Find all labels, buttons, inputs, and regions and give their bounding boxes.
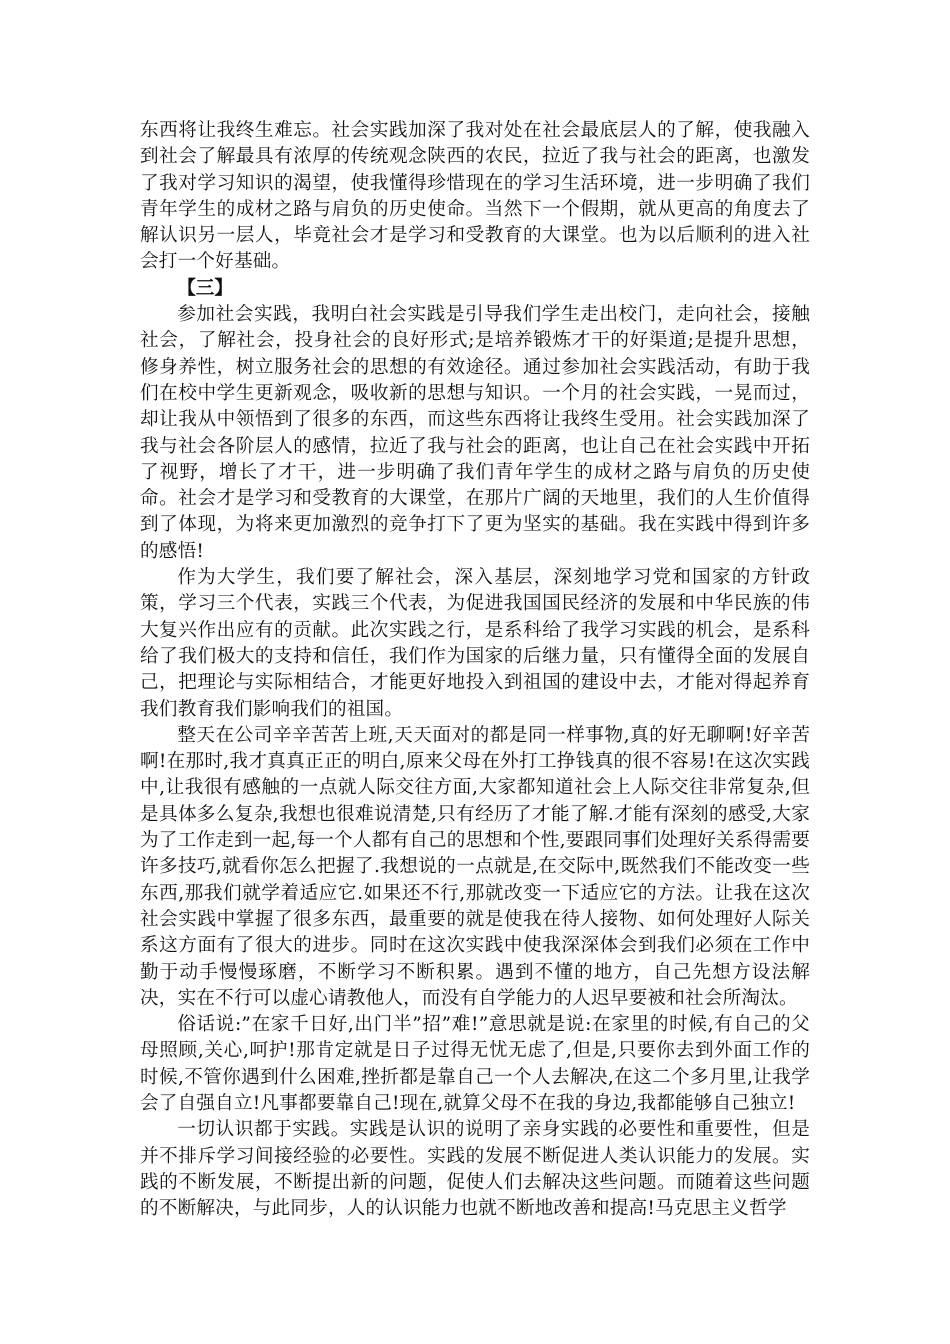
section-heading: 【三】	[177, 277, 233, 299]
paragraph: 一切认识都于实践。实践是认识的说明了亲身实践的必要性和重要性，但是并不排斥学习间接经验的必要性。实践的发展不断促进人类认识能力的发展。实践的不断发展，不断提出新的问题，促使人们去解决这些问题。而随着这些问题的不断解决，与此同步，人的认识能力也就不断地改善和提高!马克思主义哲学	[140, 1119, 810, 1220]
paragraph: 作为大学生，我们要了解社会，深入基层，深刻地学习党和国家的方针政策，学习三个代表，实践三个代表，为促进我国国民经济的发展和中华民族的伟大复兴作出应有的贡献。此次实践之行，是系科给了我学习实践的机会，是系科给了我们极大的支持和信任，我们作为国家的后继力量，只有懂得全面的发展自己，把理论与实际相结合，才能更好地投入到祖国的建设中去，才能对得起养育我们教育我们影响我们的祖国。	[140, 567, 810, 720]
document-page	[140, 118, 810, 1222]
paragraph: 俗话说:”在家千日好,出门半”招”难!”意思就是说:在家里的时候,有自己的父母照顾,关心,呵护!那肯定就是日子过得无忧无虑了,但是,只要你去到外面工作的时候,不管你遇到什么困难,挫折都是靠自己一个人去解决,在这二个多月里,让我学会了自强自立!凡事都要靠自己!现在,就算父母不在我的身边,我都能够自己独立!	[140, 1014, 810, 1114]
paragraph-continued: 东西将让我终生难忘。社会实践加深了我对处在社会最底层人的了解，使我融入到社会了解最具有浓厚的传统观念陕西的农民，拉近了我与社会的距离，也激发了我对学习知识的渴望，使我懂得珍惜现在的学习生活环境，进一步明确了我们青年学生的成材之路与肩负的历史使命。当然下一个假期，就从更高的角度去了解认识另一层人，毕竟社会才是学习和受教育的大课堂。也为以后顺利的进入社会打一个好基础。	[140, 120, 810, 273]
paragraph: 整天在公司辛辛苦苦上班,天天面对的都是同一样事物,真的好无聊啊!好辛苦啊!在那时,我才真真正正的明白,原来父母在外打工挣钱真的很不容易!在这次实践中,让我很有感触的一点就人际交往方面,大家都知道社会上人际交往非常复杂,但是具体多么复杂,我想也很难说清楚,只有经历了才能了解.才能有深刻的感受,大家为了工作走到一起,每一个人都有自己的思想和个性,要跟同事们处理好关系得需要许多技巧,就看你怎么把握了.我想说的一点就是,在交际中,既然我们不能改变一些东西,那我们就学着适应它.如果还不行,那就改变一下适应它的方法。让我在这次社会实践中掌握了很多东西，最重要的就是使我在待人接物、如何处理好人际关系这方面有了很大的进步。同时在这次实践中使我深深体会到我们必须在工作中勤于动手慢慢琢磨，不断学习不断积累。遇到不懂的地方，自己先想方设法解决，实在不行可以虚心请教他人，而没有自学能力的人迟早要被和社会所淘汰。	[140, 724, 811, 1009]
paragraph: 参加社会实践，我明白社会实践是引导我们学生走出校门，走向社会，接触社会，了解社会，投身社会的良好形式;是培养锻炼才干的好渠道;是提升思想，修身养性，树立服务社会的思想的有效途径。通过参加社会实践活动，有助于我们在校中学生更新观念，吸收新的思想与知识。一个月的社会实践，一晃而过，却让我从中领悟到了很多的东西，而这些东西将让我终生受用。社会实践加深了我与社会各阶层人的感情，拉近了我与社会的距离，也让自己在社会实践中开拓了视野，增长了才干，进一步明确了我们青年学生的成材之路与肩负的历史使命。社会才是学习和受教育的大课堂，在那片广阔的天地里，我们的人生价值得到了体现，为将来更加激烈的竞争打下了更为坚实的基础。我在实践中得到许多的感悟!	[140, 304, 810, 562]
